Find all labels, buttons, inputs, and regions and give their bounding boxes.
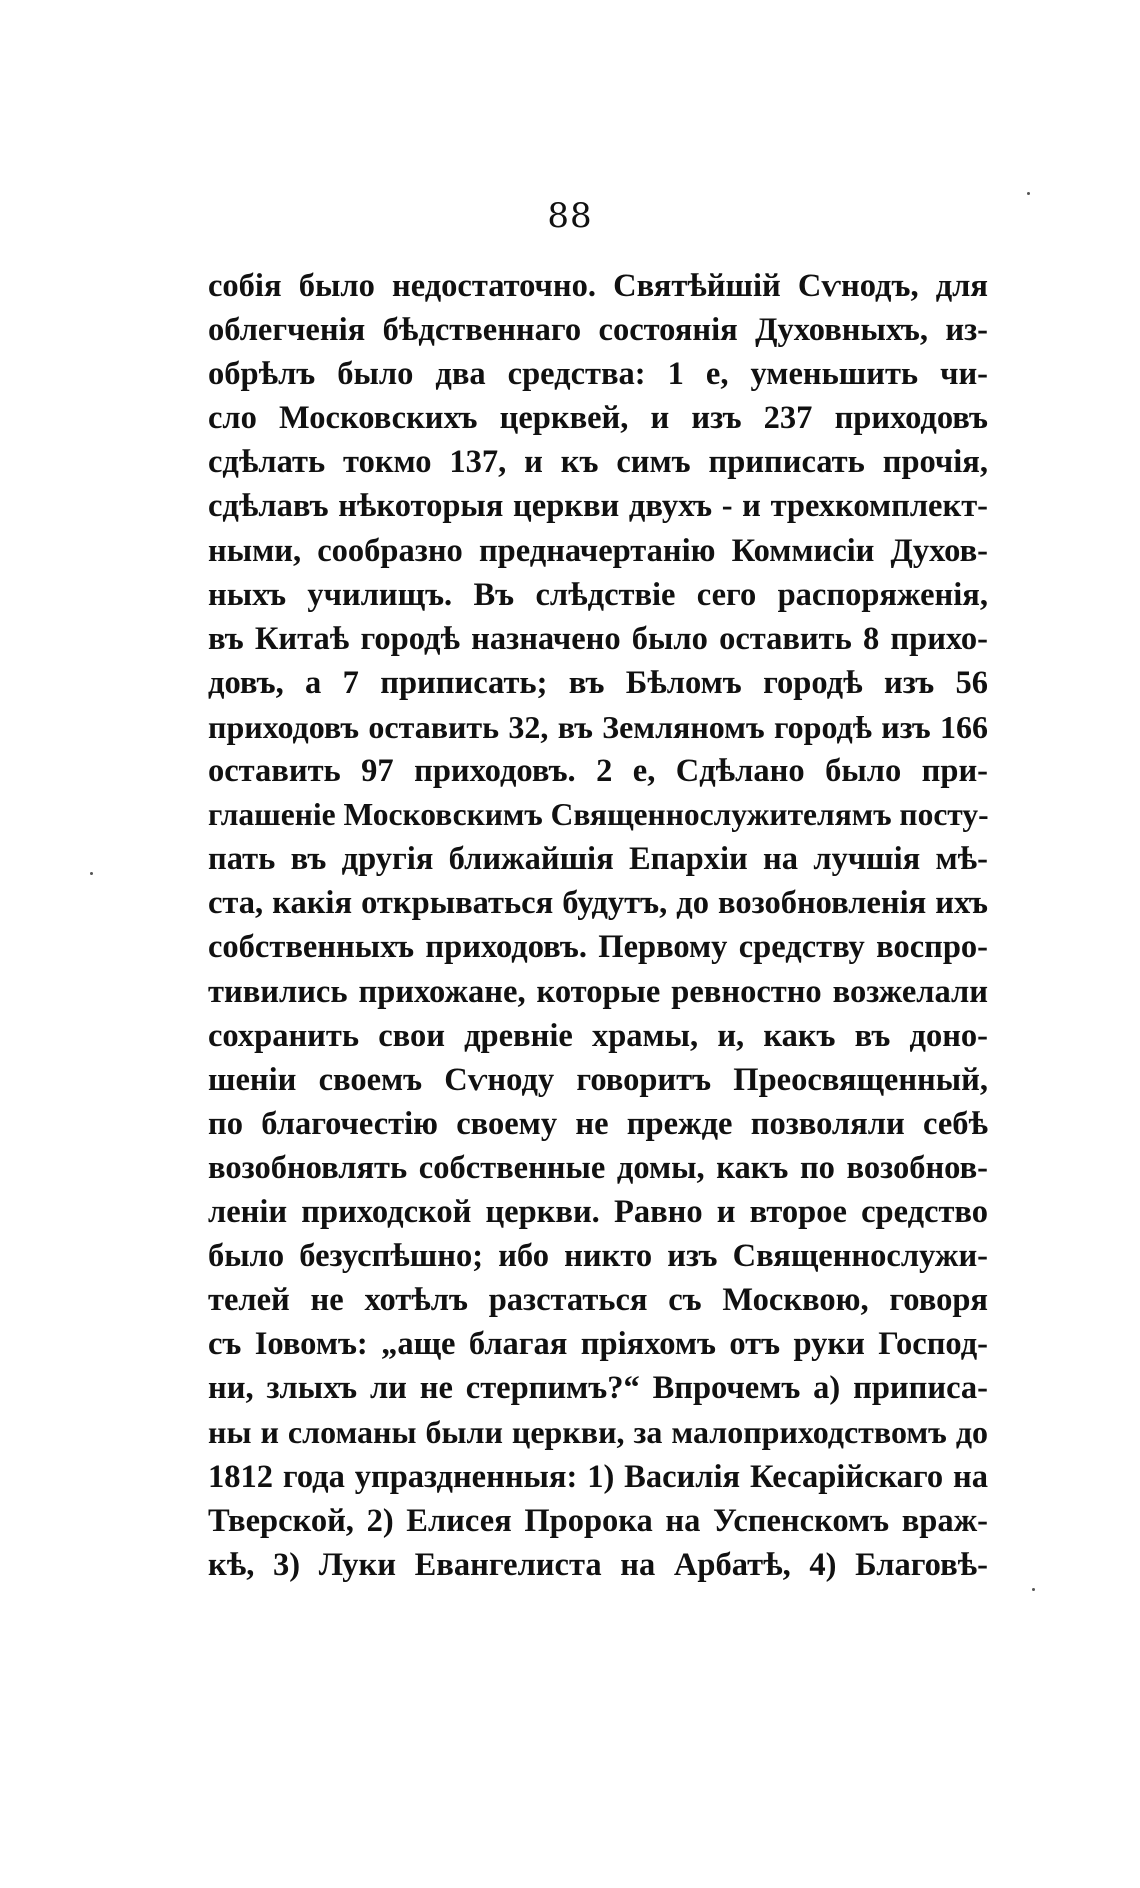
text-line: собственныхъ приходовъ. Первому средству воспро- — [208, 929, 988, 966]
text-line: глашеніе Московскимъ Священнослужителямъ посту- — [208, 797, 989, 833]
text-line: обрѣлъ было два средства: 1 е, уменьшить чи- — [208, 356, 988, 393]
text-line: сдѣлавъ нѣкоторыя церкви двухъ - и трехкомплект- — [208, 488, 988, 525]
scan-speck — [1027, 192, 1030, 195]
body-text — [208, 264, 988, 1587]
text-line: приходовъ оставить 32, въ Земляномъ городѣ изъ 166 — [208, 708, 988, 745]
text-line: кѣ, 3) Луки Евангелиста на Арбатѣ, 4) Благовѣ- — [208, 1546, 988, 1583]
text-line: леніи приходской церкви. Равно и второе средство — [208, 1193, 988, 1230]
text-line: сдѣлать токмо 137, и къ симъ приписать прочія, — [208, 444, 988, 481]
text-line: ни, злыхъ ли не стерпимъ?“ Впрочемъ а) приписа- — [208, 1370, 988, 1407]
text-line: ными, сообразно предначертанію Коммисіи Духов- — [208, 532, 988, 569]
text-line: оставить 97 приходовъ. 2 е, Сдѣлано было при- — [208, 753, 988, 790]
scan-speck — [90, 872, 93, 875]
text-line: ны и сломаны были церкви, за малоприходствомъ до — [208, 1414, 988, 1451]
text-line: ста, какія открываться будутъ, до возобновленія ихъ — [208, 885, 988, 922]
scan-speck — [1032, 1588, 1035, 1591]
text-line: телей не хотѣлъ разстаться съ Москвою, говоря — [208, 1282, 988, 1319]
text-line: по благочестію своему не прежде позволяли себѣ — [208, 1105, 988, 1142]
text-line: было безуспѣшно; ибо никто изъ Священнослужи- — [208, 1238, 988, 1275]
text-line: ныхъ училищъ. Въ слѣдствіе сего распоряженія, — [208, 576, 988, 613]
text-line: возобновлять собственные домы, какъ по возобнов- — [208, 1149, 988, 1186]
page-number: 88 — [547, 196, 593, 236]
text-line: облегченія бѣдственнаго состоянія Духовныхъ, из- — [208, 312, 988, 349]
text-line: шеніи своемъ Сѵноду говоритъ Преосвященный, — [208, 1061, 988, 1098]
text-line: съ Іовомъ: „аще благая пріяхомъ отъ руки Господ- — [208, 1326, 988, 1363]
text-line: сло Московскихъ церквей, и изъ 237 приходовъ — [208, 400, 988, 437]
text-line: собія было недостаточно. Святѣйшій Сѵнодъ, для — [208, 268, 988, 304]
text-line: довъ, а 7 приписать; въ Бѣломъ городѣ изъ 56 — [208, 664, 988, 701]
text-line: въ Китаѣ городѣ назначено было оставить 8 прихо- — [208, 620, 988, 657]
text-line: Тверской, 2) Елисея Пророка на Успенскомъ враж- — [208, 1502, 988, 1539]
text-line: тивились прихожане, которые ревностно возжелали — [208, 973, 988, 1010]
text-line: сохранить свои древніе храмы, и, какъ въ доно- — [208, 1017, 988, 1054]
text-line: 1812 года упраздненныя: 1) Василія Кесарійскаго на — [208, 1458, 988, 1495]
text-line: пать въ другія ближайшія Епархіи на лучшія мѣ- — [208, 841, 988, 878]
